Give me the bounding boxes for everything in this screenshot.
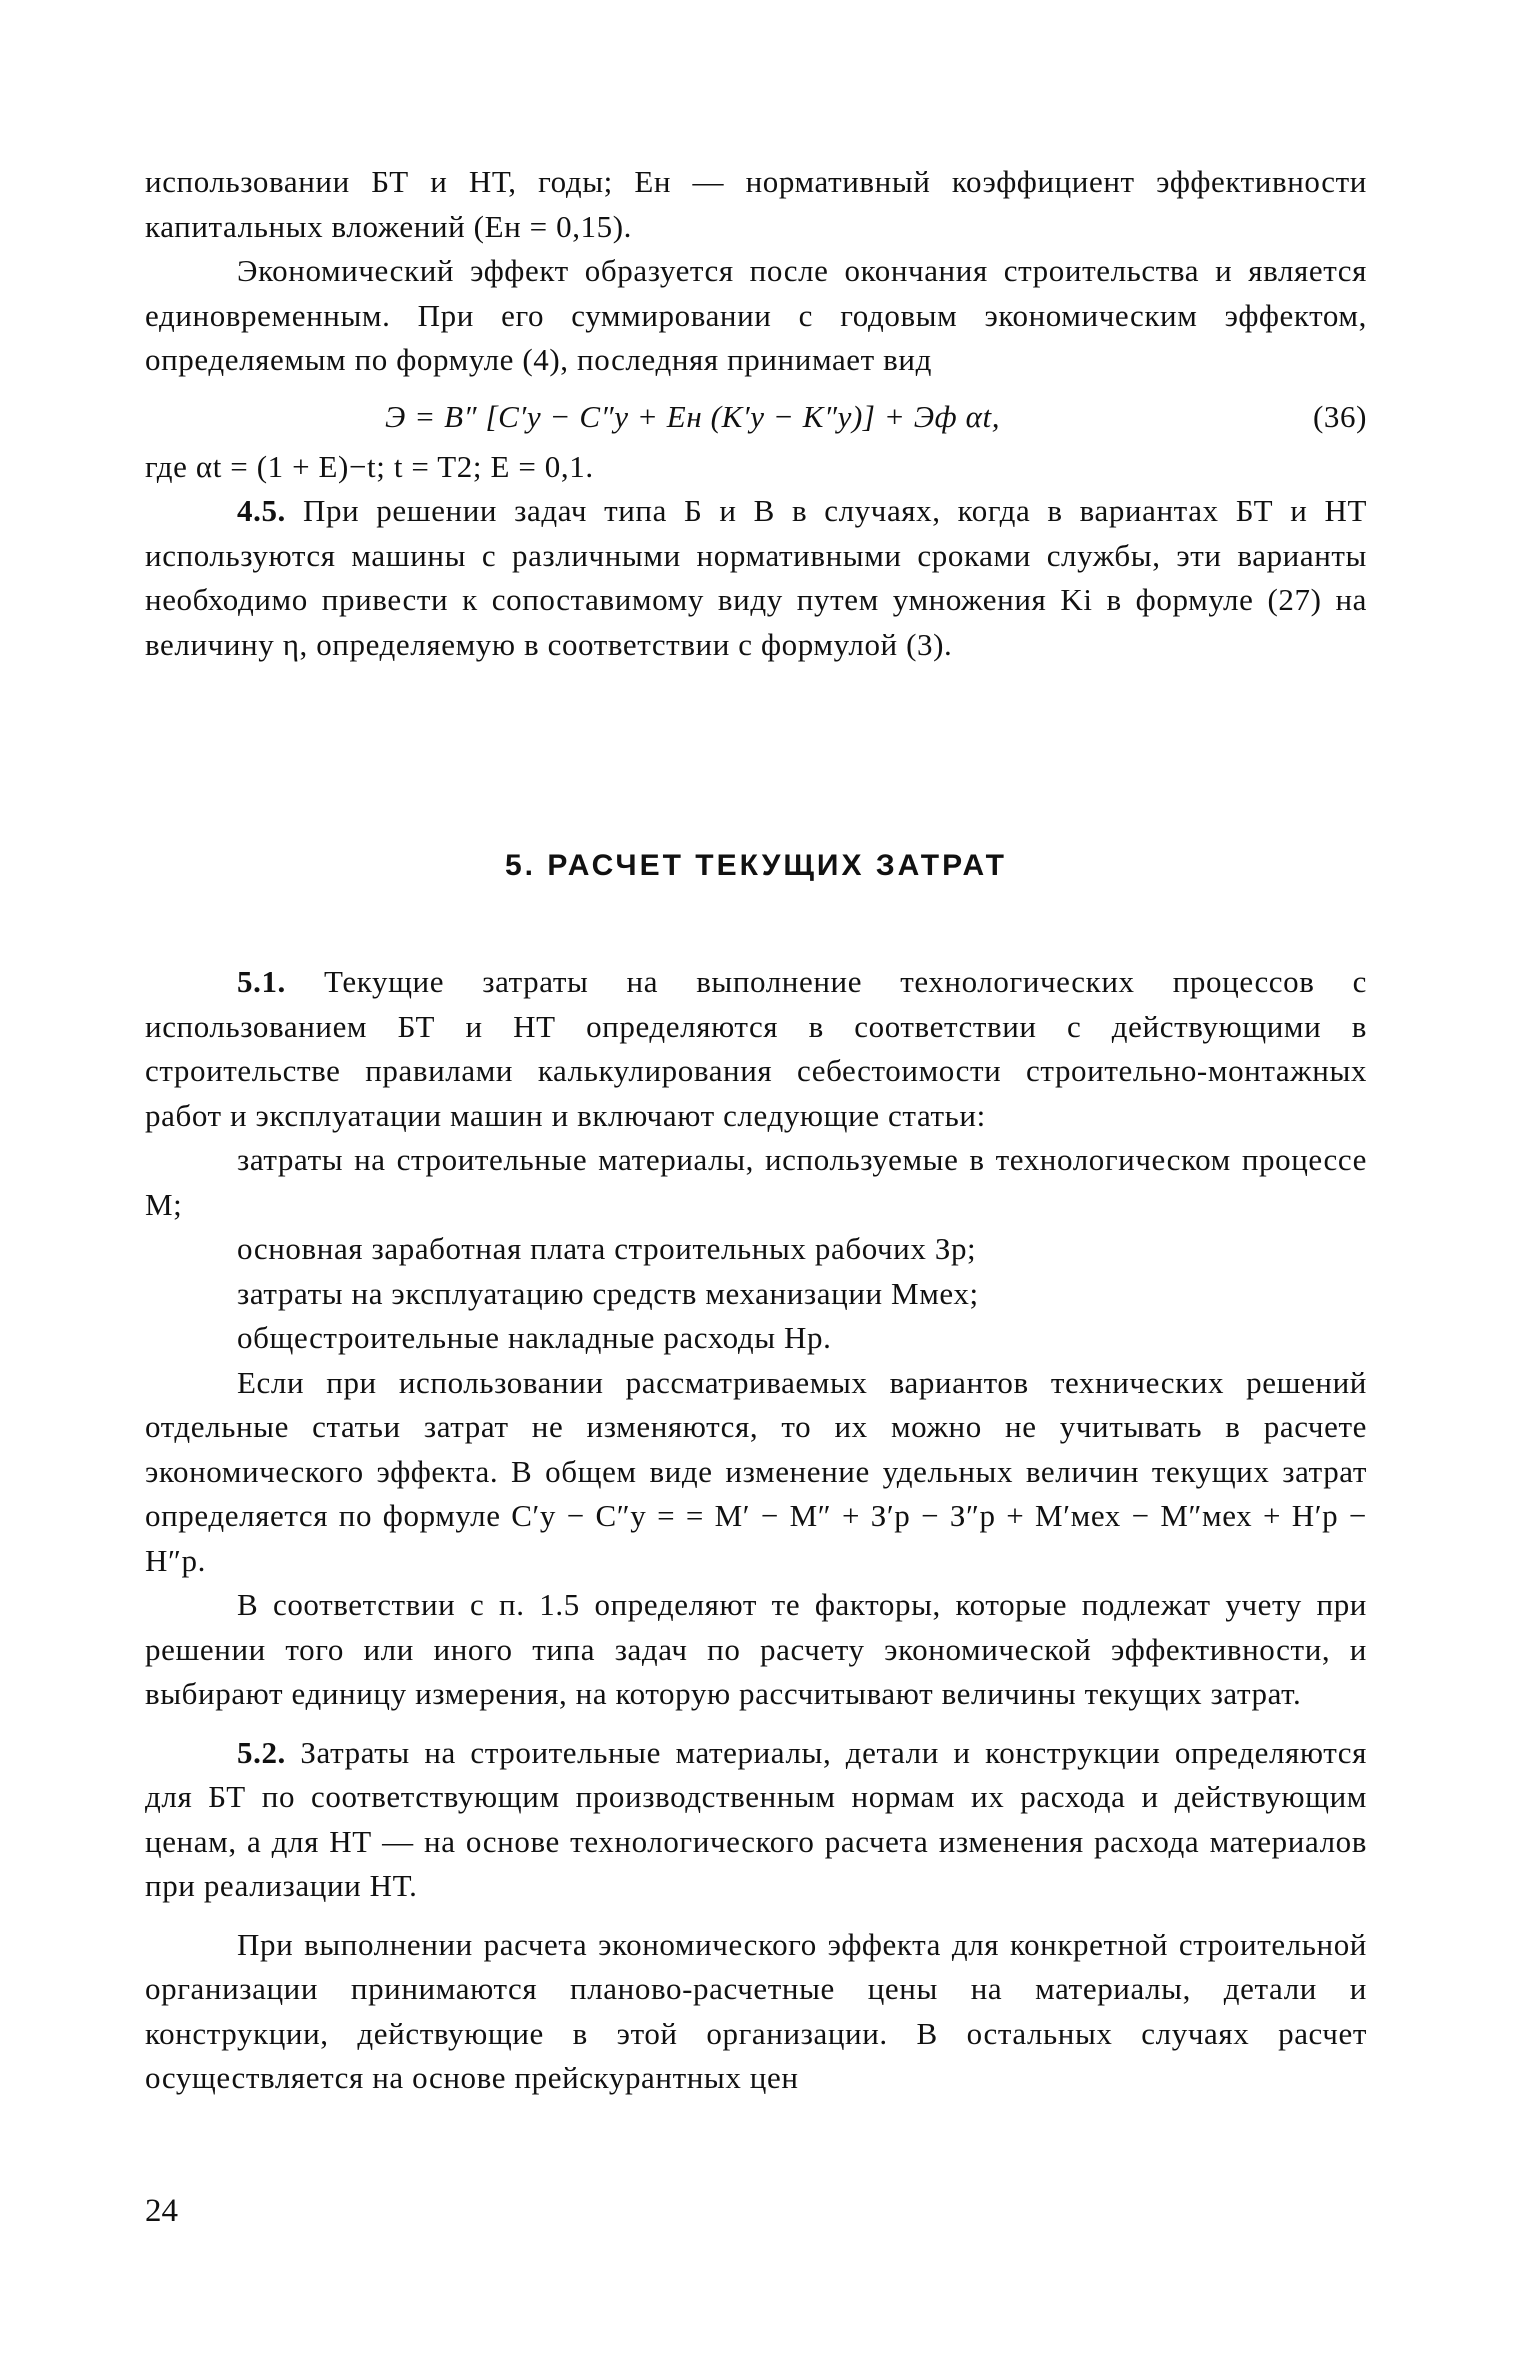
page-number: 24 (145, 2193, 178, 2229)
paragraph-5-1 (145, 960, 1367, 1138)
list-item-materials: затраты на строительные материалы, используемые в технологическом процессе М; (145, 1142, 1367, 1222)
formula-36-expression: Э = В″ [C′у − C″у + Eн (K′у − K″у)] + Эф αt, (385, 398, 1001, 434)
text-block-upper (145, 160, 1367, 667)
paragraph-5-1-text: Текущие затраты на выполнение технологических процессов с использованием БТ и НТ определяются в соответствии с действующими в строительстве правилами калькулирования себестоимости строительно-монтажных работ и эксплуатации машин и включают следующие статьи: (145, 964, 1367, 1133)
formula-36 (145, 389, 1367, 445)
formula-36-number: (36) (1312, 398, 1367, 434)
text-block-lower (145, 960, 1367, 2101)
clause-number-5-2: 5.2. (237, 1734, 286, 1770)
formula-where-line: где αt = (1 + E)−t; t = T2; E = 0,1. (145, 448, 594, 484)
paragraph-pricing: При выполнении расчета экономического эффекта для конкретной строительной организации принимаются планово-расчетные цены на материалы, детали и конструкции, действующие в этой организации. В остальных случаях расчет осуществляется на основе прейскурантных цен (145, 1926, 1367, 2095)
paragraph-in-accordance: В соответствии с п. 1.5 определяют те факторы, которые подлежат учету при решении того или иного типа задач по расчету экономической эффективности, и выбирают единицу измерения, на которую рассчитывают величины текущих затрат. (145, 1587, 1367, 1711)
list-item-machinery: затраты на эксплуатацию средств механизации Ммех; (237, 1275, 979, 1311)
list-item-overhead: общестроительные накладные расходы Нр. (237, 1320, 832, 1355)
section-heading: 5. РАСЧЕТ ТЕКУЩИХ ЗАТРАТ (504, 849, 1007, 882)
paragraph-5-2-text: Затраты на строительные материалы, детали и конструкции определяются для БТ по соответствующим производственным нормам их расхода и действующим ценам, а для НТ — на основе технологического расчета изменения расхода материалов при реализации НТ. (145, 1734, 1367, 1903)
paragraph-top: использовании БТ и НТ, годы; Eн — нормативный коэффициент эффективности капитальных вложений (Eн = 0,15). (145, 164, 1367, 244)
list-item-wages: основная заработная плата строительных рабочих Зр; (237, 1231, 977, 1266)
paragraph-4-5 (145, 489, 1367, 667)
paragraph-if-unchanged: Если при использовании рассматриваемых вариантов технических решений отдельные статьи затрат не изменяются, то их можно не учитывать в расчете экономического эффекта. В общем виде изменение удельных величин текущих затрат определяется по формуле C′у − C″у = = М′ − М″ + З′р − З″р + М′мех − М″мех + Н′р − Н″р. (145, 1364, 1367, 1578)
paragraph-5-2 (145, 1731, 1367, 1909)
clause-number-4-5: 4.5. (237, 493, 286, 528)
clause-number-5-1: 5.1. (237, 964, 286, 999)
paragraph-4-5-text: При решении задач типа Б и В в случаях, когда в вариантах БТ и НТ используются машины с различными нормативными сроками службы, эти варианты необходимо привести к сопоставимому виду путем умножения Ki в формуле (27) на величину η, определяемую в соответствии с формулой (3). (145, 493, 1367, 662)
paragraph-economic-effect: Экономический эффект образуется после окончания строительства и является единовременным. При его суммировании с годовым экономическим эффектом, определяемым по формуле (4), последняя принимает вид (145, 253, 1367, 377)
